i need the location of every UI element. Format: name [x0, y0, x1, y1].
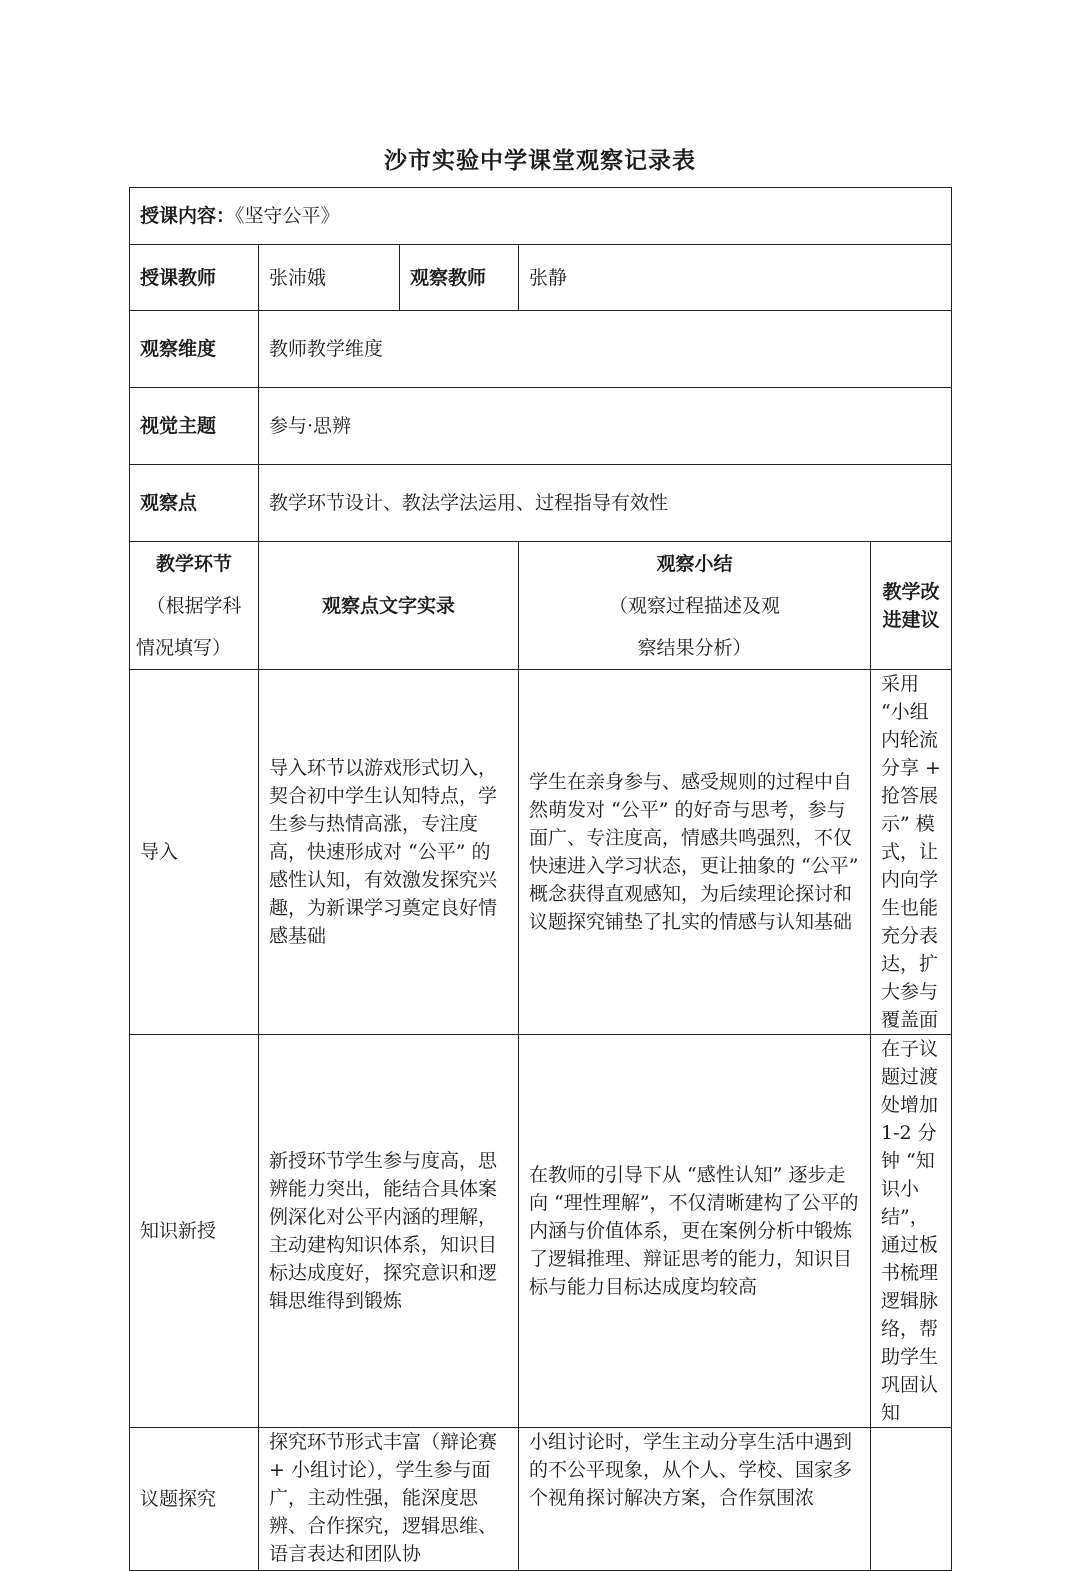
observer-label: 观察教师: [400, 245, 519, 311]
row-suggestion: [871, 1428, 952, 1571]
row-suggestion: 采用 “小组内轮流分享 + 抢答展示” 模式，让内向学生也能充分表达，扩大参与覆盖面: [871, 670, 952, 1035]
row-stage: 导入: [130, 670, 259, 1035]
content-row: [130, 188, 952, 245]
row-summary: [519, 1428, 871, 1571]
header-stage-line1: 教学环节: [155, 552, 232, 575]
dimension-row: [130, 311, 952, 388]
table-row: [130, 1035, 952, 1428]
row-summary: 学生在亲身参与、感受规则的过程中自然萌发对 “公平” 的好奇与思考，参与面广、专注度高，情感共鸣强烈，不仅快速进入学习状态，更让抽象的 “公平” 概念获得直观感知，为后续理论探讨和议题探究铺垫了扎实的情感与认知基础: [519, 670, 871, 1035]
dimension-value: 教师教学维度: [259, 311, 952, 388]
row-stage: 议题探究: [130, 1428, 259, 1571]
header-suggestion: 教学改进建议: [871, 542, 952, 670]
teacher-label: 授课教师: [130, 245, 259, 311]
header-stage-line3: 情况填写）: [136, 636, 232, 659]
header-stage: [130, 542, 259, 670]
header-summary-line2: （观察过程描述及观: [608, 594, 780, 617]
header-summary: [519, 542, 871, 670]
header-row: [130, 542, 952, 670]
row-record: 导入环节以游戏形式切入，契合初中学生认知特点，学生参与热情高涨，专注度高，快速形成对 “公平” 的感性认知，有效激发探究兴趣，为新课学习奠定良好情感基础: [259, 670, 519, 1035]
theme-value: 参与·思辨: [259, 388, 952, 465]
page-title: 沙市实验中学课堂观察记录表: [384, 147, 696, 174]
row-summary: 在教师的引导下从 “感性认知” 逐步走向 “理性理解”，不仅清晰建构了公平的内涵与价值体系，更在案例分析中锻炼了逻辑推理、辩证思考的能力，知识目标与能力目标达成度均较高: [519, 1035, 871, 1428]
table-row: [130, 1428, 952, 1571]
point-row: [130, 465, 952, 542]
theme-label: 视觉主题: [130, 388, 259, 465]
content-cell: [130, 188, 952, 245]
row-stage: 知识新授: [130, 1035, 259, 1428]
teacher-row: [130, 245, 952, 311]
teacher-value: 张沛娥: [259, 245, 400, 311]
point-label: 观察点: [130, 465, 259, 542]
content-value: 《坚守公平》: [235, 205, 340, 227]
row-record: [259, 1428, 519, 1571]
theme-row: [130, 388, 952, 465]
content-label: 授课内容：: [140, 205, 236, 227]
header-record: 观察点文字实录: [259, 542, 519, 670]
observation-table: [129, 187, 952, 1571]
row-record: 新授环节学生参与度高，思辨能力突出，能结合具体案例深化对公平内涵的理解，主动建构知识体系，知识目标达成度好，探究意识和逻辑思维得到锻炼: [259, 1035, 519, 1428]
header-stage-line2: （根据学科: [146, 594, 242, 617]
row-record-text: 探究环节形式丰富（辩论赛 + 小组讨论），学生参与面广，主动性强，能深度思辨、合作探究，逻辑思维、语言表达和团队协: [269, 1431, 498, 1565]
table-row: [130, 670, 952, 1035]
row-suggestion: 在子议题过渡处增加 1-2 分钟 “知识小结”，通过板书梳理逻辑脉络，帮助学生巩固认知: [871, 1035, 952, 1428]
observer-value: 张静: [519, 245, 952, 311]
point-value: 教学环节设计、教法学法运用、过程指导有效性: [259, 465, 952, 542]
header-summary-line3: 察结果分析）: [637, 636, 752, 659]
dimension-label: 观察维度: [130, 311, 259, 388]
row-summary-text: 小组讨论时，学生主动分享生活中遇到的不公平现象，从个人、学校、国家多个视角探讨解决方案，合作氛围浓: [529, 1431, 853, 1509]
header-summary-line1: 观察小结: [656, 552, 733, 575]
